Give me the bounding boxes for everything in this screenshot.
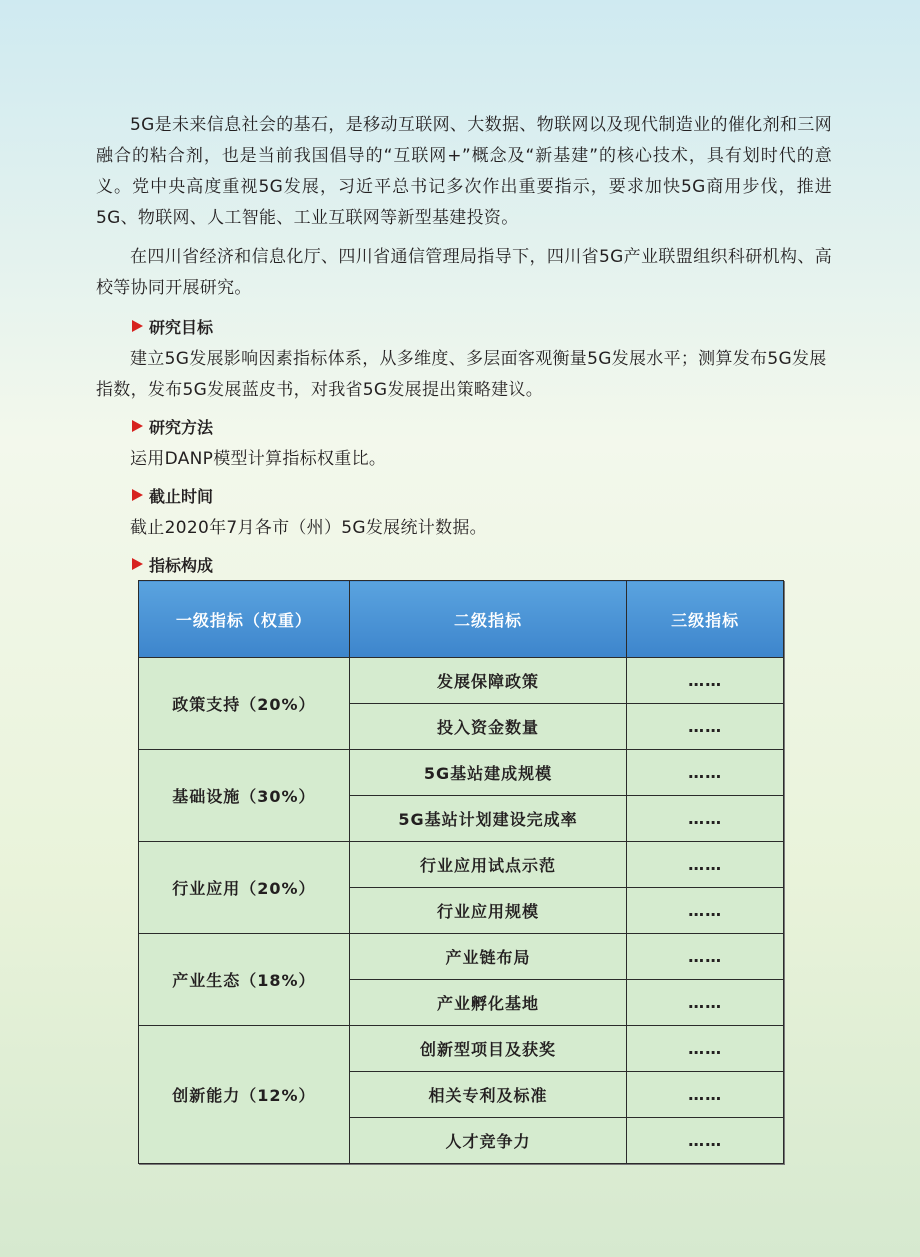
document-body <box>96 110 832 582</box>
section-heading-deadline <box>132 481 832 509</box>
level3-cell: …… <box>627 704 784 750</box>
level1-cell: 行业应用（20%） <box>139 842 350 934</box>
level3-cell: …… <box>627 1118 784 1164</box>
level3-cell: …… <box>627 750 784 796</box>
level3-cell: …… <box>627 934 784 980</box>
table-row <box>139 1026 784 1072</box>
triangle-arrow-icon <box>132 320 143 332</box>
heading-label: 研究目标 <box>149 317 214 337</box>
level3-cell: …… <box>627 1026 784 1072</box>
level2-cell: 行业应用试点示范 <box>349 842 627 888</box>
table-row <box>139 750 784 796</box>
header-level1: 一级指标（权重） <box>139 581 350 658</box>
level3-cell: …… <box>627 658 784 704</box>
level2-cell: 发展保障政策 <box>349 658 627 704</box>
level2-cell: 投入资金数量 <box>349 704 627 750</box>
header-level2: 二级指标 <box>349 581 627 658</box>
level1-cell: 产业生态（18%） <box>139 934 350 1026</box>
heading-label: 研究方法 <box>149 417 214 437</box>
level2-cell: 5G基站计划建设完成率 <box>349 796 627 842</box>
table-row <box>139 658 784 704</box>
indicator-table <box>138 580 784 1164</box>
level3-cell: …… <box>627 796 784 842</box>
level2-cell: 行业应用规模 <box>349 888 627 934</box>
level3-cell: …… <box>627 888 784 934</box>
intro-paragraph-2: 在四川省经济和信息化厅、四川省通信管理局指导下，四川省5G产业联盟组织科研机构、高校等协同开展研究。 <box>96 247 832 298</box>
section-body-method: 运用DANP模型计算指标权重比。 <box>130 449 387 469</box>
section-heading-goal <box>132 312 832 340</box>
section-heading-method <box>132 412 832 440</box>
table-header-row <box>139 581 784 658</box>
level2-cell: 相关专利及标准 <box>349 1072 627 1118</box>
level1-cell: 政策支持（20%） <box>139 658 350 750</box>
triangle-arrow-icon <box>132 489 143 501</box>
level1-cell: 基础设施（30%） <box>139 750 350 842</box>
level3-cell: …… <box>627 980 784 1026</box>
section-body-deadline: 截止2020年7月各市（州）5G发展统计数据。 <box>130 518 487 538</box>
level2-cell: 产业链布局 <box>349 934 627 980</box>
level2-cell: 产业孵化基地 <box>349 980 627 1026</box>
heading-label: 截止时间 <box>149 486 214 506</box>
section-heading-indicators <box>132 550 832 578</box>
triangle-arrow-icon <box>132 420 143 432</box>
level2-cell: 人才竞争力 <box>349 1118 627 1164</box>
table-row <box>139 934 784 980</box>
intro-paragraph-1: 5G是未来信息社会的基石，是移动互联网、大数据、物联网以及现代制造业的催化剂和三网融合的粘合剂，也是当前我国倡导的“互联网+”概念及“新基建”的核心技术，具有划时代的意义。党中央高度重视5G发展，习近平总书记多次作出重要指示，要求加快5G商用步伐，推进5G、物联网、人工智能、工业互联网等新型基建投资。 <box>96 115 832 228</box>
level3-cell: …… <box>627 842 784 888</box>
level1-cell: 创新能力（12%） <box>139 1026 350 1164</box>
level2-cell: 5G基站建成规模 <box>349 750 627 796</box>
section-body-goal: 建立5G发展影响因素指标体系，从多维度、多层面客观衡量5G发展水平；测算发布5G发展指数，发布5G发展蓝皮书，对我省5G发展提出策略建议。 <box>96 349 827 400</box>
heading-label: 指标构成 <box>149 555 214 575</box>
table-row <box>139 842 784 888</box>
triangle-arrow-icon <box>132 558 143 570</box>
level2-cell: 创新型项目及获奖 <box>349 1026 627 1072</box>
header-level3: 三级指标 <box>627 581 784 658</box>
level3-cell: …… <box>627 1072 784 1118</box>
